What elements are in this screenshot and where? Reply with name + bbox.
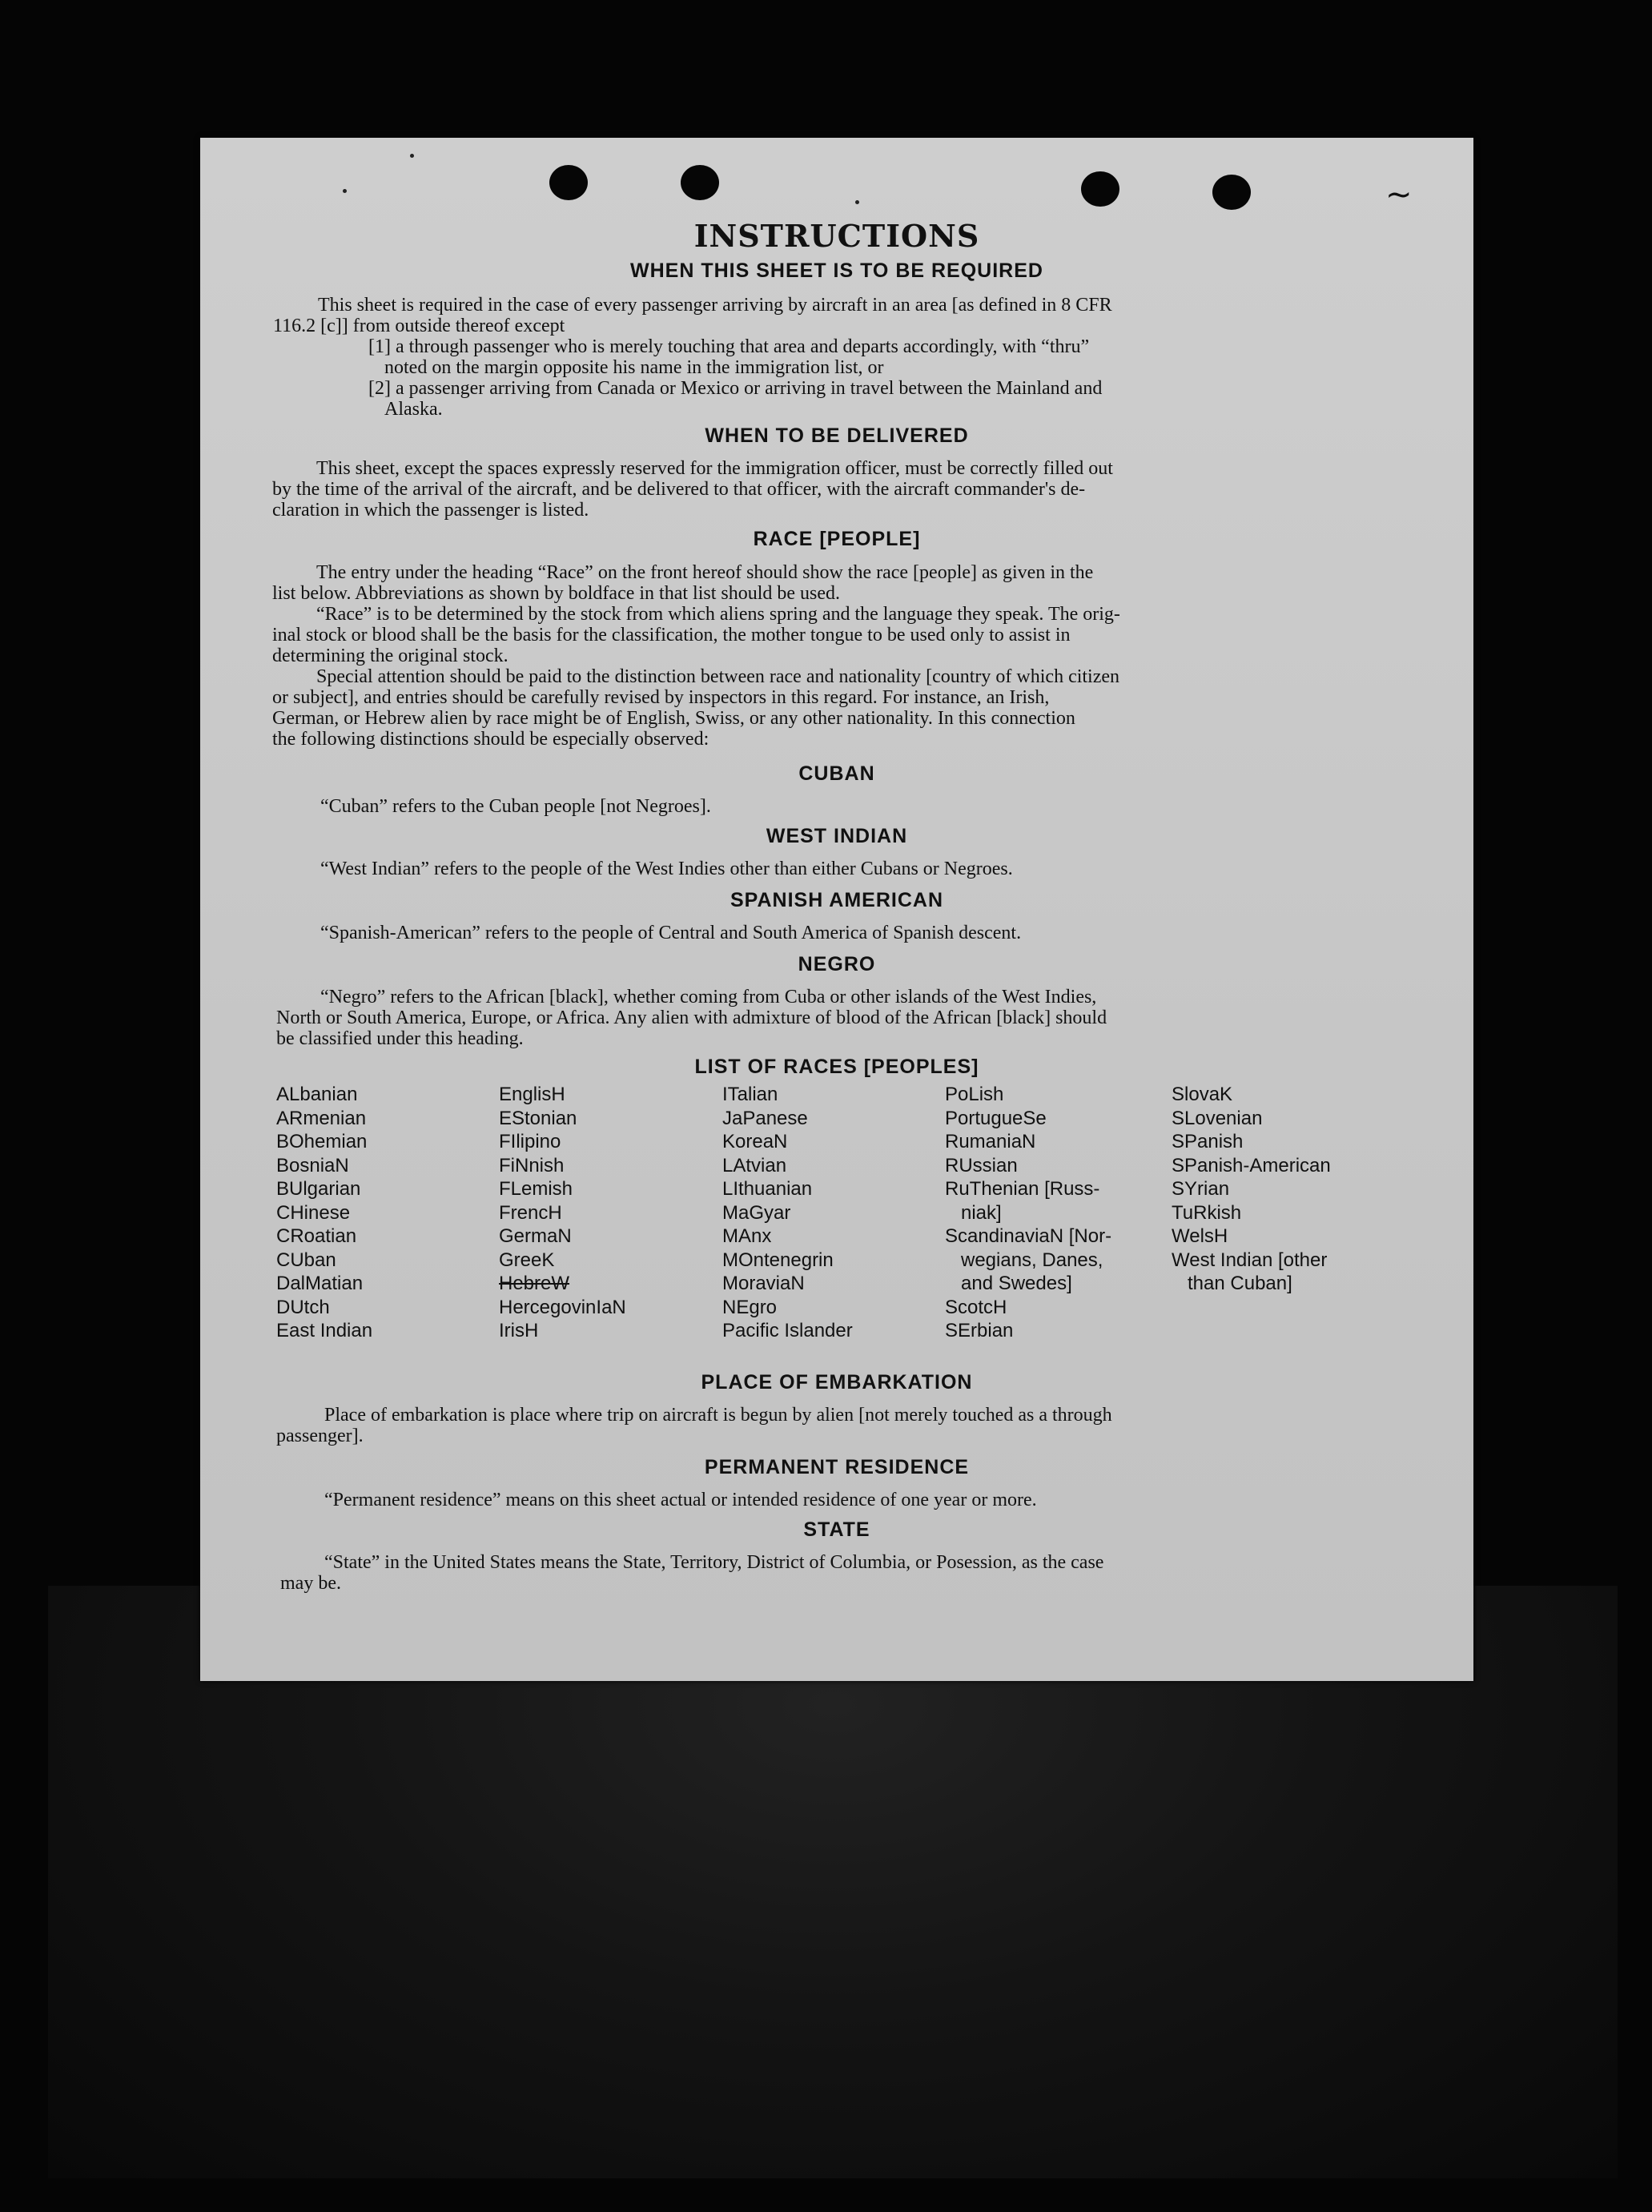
- race-item: and Swedes]: [945, 1273, 1072, 1294]
- section-heading-spanish-american: SPANISH AMERICAN: [730, 889, 943, 911]
- race-item: CRoatian: [276, 1225, 357, 1247]
- race-item: KoreaN: [722, 1131, 788, 1152]
- race-item: SPanish-American: [1172, 1154, 1331, 1176]
- race-item: GermaN: [499, 1225, 572, 1247]
- race-item: East Indian: [276, 1320, 373, 1341]
- race-item: SPanish: [1172, 1131, 1244, 1152]
- text-line: This sheet, except the spaces expressly reserved for the immigration officer, must be correctly filled out: [316, 458, 1113, 479]
- text-line: be classified under this heading.: [276, 1028, 524, 1049]
- race-item: SErbian: [945, 1320, 1014, 1341]
- race-item: NEgro: [722, 1296, 778, 1318]
- paragraph-state: [280, 1552, 1443, 1594]
- race-item: SYrian: [1172, 1178, 1230, 1200]
- race-item: EnglisH: [499, 1084, 565, 1105]
- paragraph-embarkation: [276, 1405, 1441, 1446]
- race-item: TuRkish: [1172, 1201, 1242, 1224]
- paragraph-permanent-residence: “Permanent residence” means on this sheet actual or intended residence of one year or more.: [324, 1490, 1037, 1510]
- race-item: PortugueSe: [945, 1107, 1047, 1129]
- race-column: [276, 1083, 372, 1343]
- race-item: WelsH: [1172, 1225, 1228, 1247]
- text-line: German, or Hebrew alien by race might be of English, Swiss, or any other nationality. In this connection: [272, 708, 1075, 729]
- paragraph-delivered: [272, 458, 1437, 521]
- section-heading-delivered: WHEN TO BE DELIVERED: [705, 424, 969, 447]
- race-item: CUban: [276, 1249, 336, 1271]
- paragraph-race: [272, 562, 1437, 750]
- section-heading-required: WHEN THIS SHEET IS TO BE REQUIRED: [630, 259, 1043, 282]
- race-item: MOntenegrin: [722, 1249, 834, 1271]
- race-item: BosniaN: [276, 1154, 349, 1176]
- text-line: Place of embarkation is place where trip on aircraft is begun by alien [not merely touched as a through: [324, 1405, 1112, 1426]
- race-column: [945, 1083, 1111, 1343]
- race-item: DUtch: [276, 1296, 330, 1318]
- race-item: LIthuanian: [722, 1178, 813, 1200]
- race-item: RuThenian [Russ-: [945, 1178, 1100, 1200]
- race-item: LAtvian: [722, 1154, 787, 1176]
- race-item: SLovenian: [1172, 1107, 1263, 1129]
- race-item: GreeK: [499, 1249, 555, 1271]
- race-item: HercegovinIaN: [499, 1296, 626, 1318]
- section-heading-list-of-races: LIST OF RACES [PEOPLES]: [694, 1056, 979, 1078]
- text-line: passenger].: [276, 1426, 364, 1446]
- section-heading-negro: NEGRO: [798, 953, 876, 975]
- text-line: Alaska.: [384, 399, 443, 420]
- text-line: by the time of the arrival of the aircraft, and be delivered to that officer, with the aircraft commander's de-: [272, 479, 1086, 500]
- race-item: EStonian: [499, 1107, 577, 1129]
- punch-hole: [1212, 175, 1251, 210]
- race-item: ITalian: [722, 1084, 778, 1105]
- race-item: FiNnish: [499, 1154, 565, 1176]
- race-item: PoLish: [945, 1084, 1004, 1105]
- race-item: SlovaK: [1172, 1084, 1233, 1105]
- section-heading-embarkation: PLACE OF EMBARKATION: [701, 1371, 973, 1394]
- race-item: niak]: [945, 1201, 1002, 1224]
- punch-hole: [549, 165, 588, 200]
- race-item: ScandinaviaN [Nor-: [945, 1225, 1112, 1247]
- text-line: or subject], and entries should be carefully revised by inspectors in this regard. For instance, an Irish,: [272, 687, 1050, 708]
- race-item: MAnx: [722, 1225, 772, 1247]
- punch-hole: [1081, 171, 1119, 207]
- race-item: MoraviaN: [722, 1273, 805, 1294]
- race-item: MaGyar: [722, 1201, 791, 1224]
- text-line: [2] a passenger arriving from Canada or Mexico or arriving in travel between the Mainland and: [368, 378, 1103, 399]
- race-item: Pacific Islander: [722, 1320, 853, 1341]
- speck: [855, 200, 859, 204]
- race-item: RUssian: [945, 1154, 1018, 1176]
- race-item: CHinese: [276, 1201, 351, 1224]
- race-item: West Indian [other: [1172, 1249, 1328, 1271]
- race-item: ARmenian: [276, 1107, 367, 1129]
- section-heading-permanent-residence: PERMANENT RESIDENCE: [704, 1456, 970, 1478]
- race-item: ScotcH: [945, 1296, 1007, 1318]
- text-line: determining the original stock.: [272, 646, 508, 666]
- text-line: Special attention should be paid to the distinction between race and nationality [country of which citizen: [316, 666, 1120, 687]
- race-item: BUlgarian: [276, 1178, 361, 1200]
- race-item: FLemish: [499, 1178, 573, 1200]
- page-title: INSTRUCTIONS: [693, 218, 980, 254]
- instruction-sheet: [200, 138, 1473, 1681]
- paragraph-cuban: “Cuban” refers to the Cuban people [not Negroes].: [320, 796, 711, 817]
- speck: [410, 154, 414, 158]
- text-line: The entry under the heading “Race” on the front hereof should show the race [people] as given in the: [316, 562, 1094, 583]
- text-line: “Race” is to be determined by the stock from which aliens spring and the language they speak. The orig-: [316, 604, 1120, 625]
- text-line: the following distinctions should be especially observed:: [272, 729, 709, 750]
- section-heading-race: RACE [PEOPLE]: [753, 528, 921, 550]
- race-column: [1172, 1083, 1331, 1296]
- section-heading-west-indian: WEST INDIAN: [766, 825, 908, 847]
- text-line: “State” in the United States means the State, Territory, District of Columbia, or Posession, as the case: [324, 1552, 1104, 1573]
- text-line: inal stock or blood shall be the basis for the classification, the mother tongue to be used only to assist in: [272, 625, 1071, 646]
- race-item: HebreW: [499, 1273, 570, 1294]
- section-heading-state: STATE: [803, 1518, 870, 1541]
- speck: [343, 189, 347, 193]
- text-line: This sheet is required in the case of every passenger arriving by aircraft in an area [as defined in 8 CFR: [318, 295, 1112, 316]
- text-line: [1] a through passenger who is merely touching that area and departs accordingly, with “thru”: [368, 336, 1090, 357]
- text-line: noted on the margin opposite his name in the immigration list, or: [384, 357, 884, 378]
- text-line: North or South America, Europe, or Africa. Any alien with admixture of blood of the African [black] should: [276, 1007, 1107, 1028]
- race-item: FIlipino: [499, 1131, 561, 1152]
- race-column: [722, 1083, 853, 1343]
- text-line: “Negro” refers to the African [black], whether coming from Cuba or other islands of the West Indies,: [320, 987, 1097, 1007]
- paragraph-spanish-american: “Spanish-American” refers to the people of Central and South America of Spanish descent.: [320, 923, 1022, 943]
- paragraph-west-indian: “West Indian” refers to the people of the West Indies other than either Cubans or Negroes.: [320, 859, 1013, 879]
- paragraph-required: [273, 295, 1437, 420]
- race-item: wegians, Danes,: [945, 1249, 1103, 1271]
- race-column: [499, 1083, 626, 1343]
- race-item: ALbanian: [276, 1084, 358, 1105]
- race-item: JaPanese: [722, 1107, 808, 1129]
- text-line: may be.: [280, 1573, 341, 1594]
- text-line: claration in which the passenger is listed.: [272, 500, 589, 521]
- section-heading-cuban: CUBAN: [798, 762, 875, 785]
- paragraph-negro: [276, 987, 1439, 1049]
- text-line: 116.2 [c]] from outside thereof except: [273, 316, 565, 336]
- race-item: FrencH: [499, 1201, 562, 1224]
- race-item: RumaniaN: [945, 1131, 1036, 1152]
- race-item: DalMatian: [276, 1273, 364, 1294]
- staple-icon: ~: [1385, 176, 1413, 213]
- race-item: BOhemian: [276, 1131, 368, 1152]
- punch-hole: [681, 165, 719, 200]
- race-item: IrisH: [499, 1320, 539, 1341]
- text-line: list below. Abbreviations as shown by boldface in that list should be used.: [272, 583, 841, 604]
- race-item: than Cuban]: [1172, 1273, 1292, 1294]
